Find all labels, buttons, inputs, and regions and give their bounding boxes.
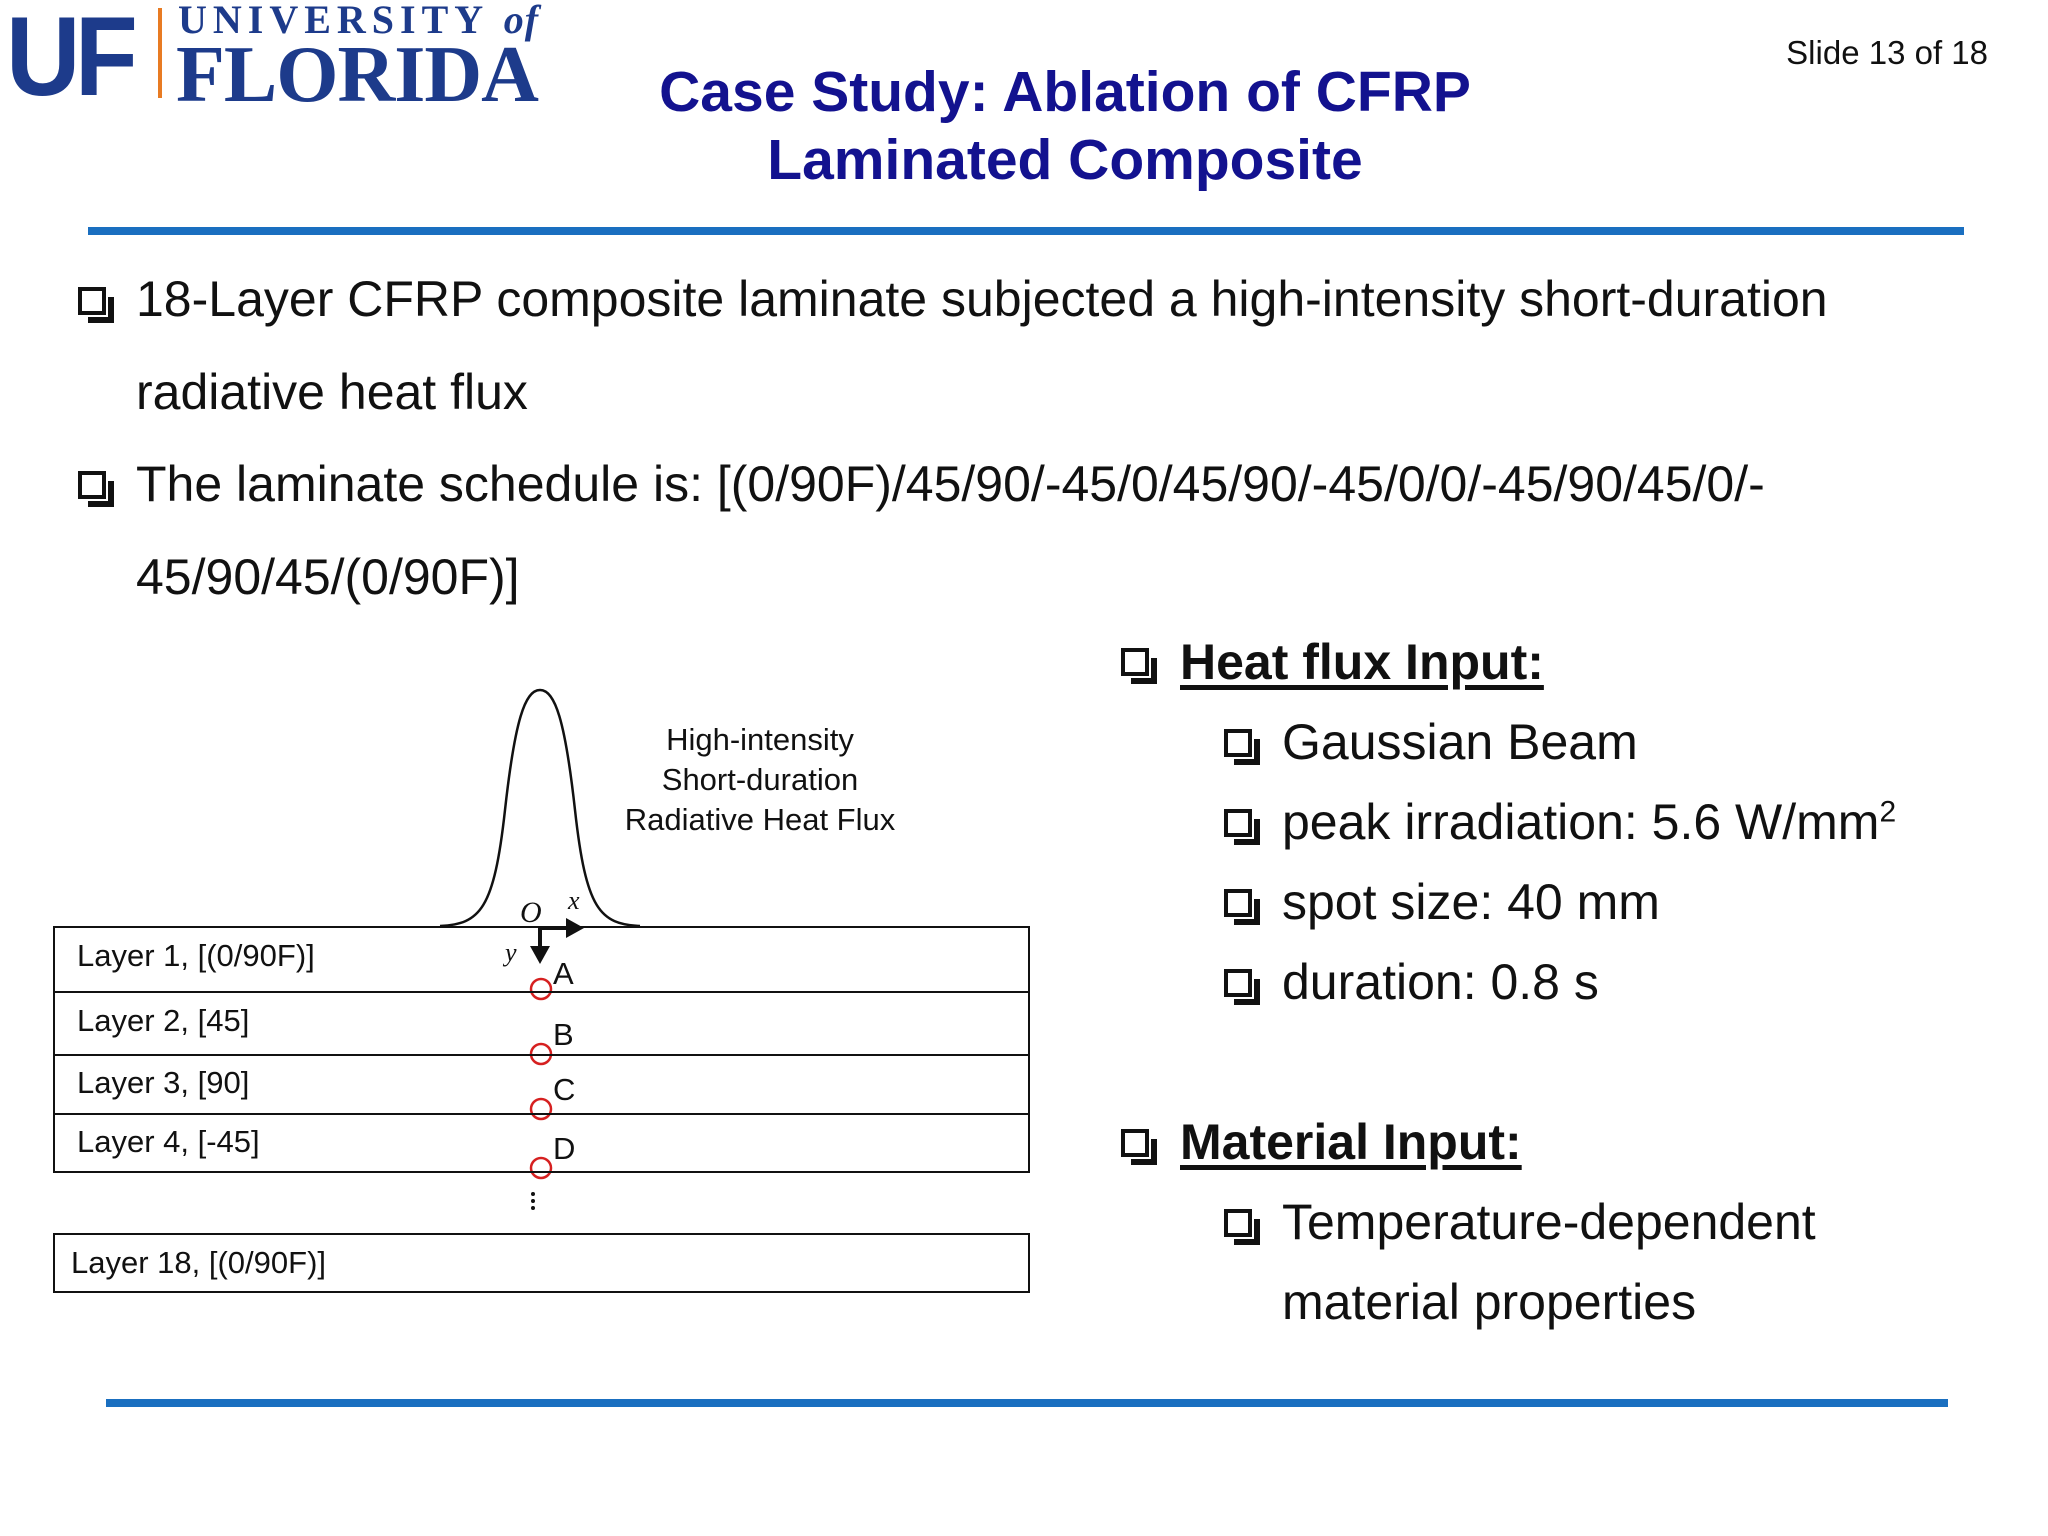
bullet-2-line-2: 45/90/45/(0/90F)] (136, 549, 520, 605)
ellipsis-dot (531, 1192, 535, 1196)
flux-label-line-3: Radiative Heat Flux (624, 802, 896, 837)
checkbox-bullet-icon (1121, 648, 1149, 676)
layer-1-box (53, 926, 1030, 993)
heat-flux-heading: Heat flux Input: (1180, 634, 1544, 690)
flux-label (600, 720, 920, 840)
point-label-c: C (553, 1072, 576, 1107)
point-label-b: B (553, 1017, 574, 1052)
checkbox-bullet-icon (78, 471, 106, 499)
ellipsis-dot (531, 1199, 535, 1203)
bullet-1-line-1: 18-Layer CFRP composite laminate subjected a high-intensity short-duration (136, 271, 1828, 327)
origin-label: O (520, 896, 542, 929)
ellipsis-dot (531, 1206, 535, 1210)
bullet-1-line-2: radiative heat flux (136, 364, 528, 420)
slide-title (560, 58, 1570, 194)
point-label-d: D (553, 1131, 576, 1166)
checkbox-bullet-icon (1224, 1209, 1252, 1237)
checkbox-bullet-icon (1224, 889, 1252, 917)
y-axis-label: y (505, 938, 517, 967)
title-line-2: Laminated Composite (767, 128, 1363, 192)
layer-18-label: Layer 18, [(0/90F)] (71, 1245, 327, 1280)
material-item-line-1: Temperature-dependent (1282, 1194, 1816, 1250)
checkbox-bullet-icon (1224, 969, 1252, 997)
heat-flux-item-1: Gaussian Beam (1282, 714, 1638, 770)
x-axis-label: x (568, 886, 580, 915)
layer-3-box (53, 1054, 1030, 1115)
logo-of: of (503, 0, 540, 42)
checkbox-bullet-icon (1121, 1129, 1149, 1157)
material-heading: Material Input: (1180, 1114, 1522, 1170)
logo-divider (158, 8, 162, 98)
university-logo (6, 0, 546, 119)
layer-3-label: Layer 3, [90] (77, 1065, 250, 1100)
logo-university-word: UNIVERSITY (178, 0, 488, 42)
logo-mark: UF (6, 0, 133, 119)
layer-4-box (53, 1113, 1030, 1173)
heat-flux-item-2-text: peak irradiation: 5.6 W/mm (1282, 794, 1880, 850)
checkbox-bullet-icon (1224, 809, 1252, 837)
material-item-line-2: material properties (1282, 1274, 1697, 1330)
heat-flux-item-3: spot size: 40 mm (1282, 874, 1660, 930)
layer-18-box (53, 1233, 1030, 1293)
slide-number: Slide 13 of 18 (1786, 34, 1988, 71)
top-divider (88, 227, 1964, 235)
layer-1-label: Layer 1, [(0/90F)] (77, 938, 315, 973)
layer-2-label: Layer 2, [45] (77, 1003, 250, 1038)
flux-label-line-1: High-intensity (666, 722, 854, 757)
superscript: 2 (1879, 795, 1897, 829)
heat-flux-item-4: duration: 0.8 s (1282, 954, 1599, 1010)
checkbox-bullet-icon (78, 287, 106, 315)
heat-flux-item-2 (1282, 793, 1896, 851)
point-label-a: A (553, 956, 574, 991)
bullet-2-line-1: The laminate schedule is: [(0/90F)/45/90/-45/0/45/90/-45/0/0/-45/90/45/0/- (136, 456, 1765, 512)
bottom-divider (106, 1399, 1948, 1407)
layer-4-label: Layer 4, [-45] (77, 1124, 260, 1159)
layer-2-box (53, 990, 1030, 1056)
flux-label-line-2: Short-duration (661, 762, 859, 797)
checkbox-bullet-icon (1224, 729, 1252, 757)
logo-florida: FLORIDA (176, 31, 538, 119)
title-line-1: Case Study: Ablation of CFRP (659, 60, 1471, 124)
